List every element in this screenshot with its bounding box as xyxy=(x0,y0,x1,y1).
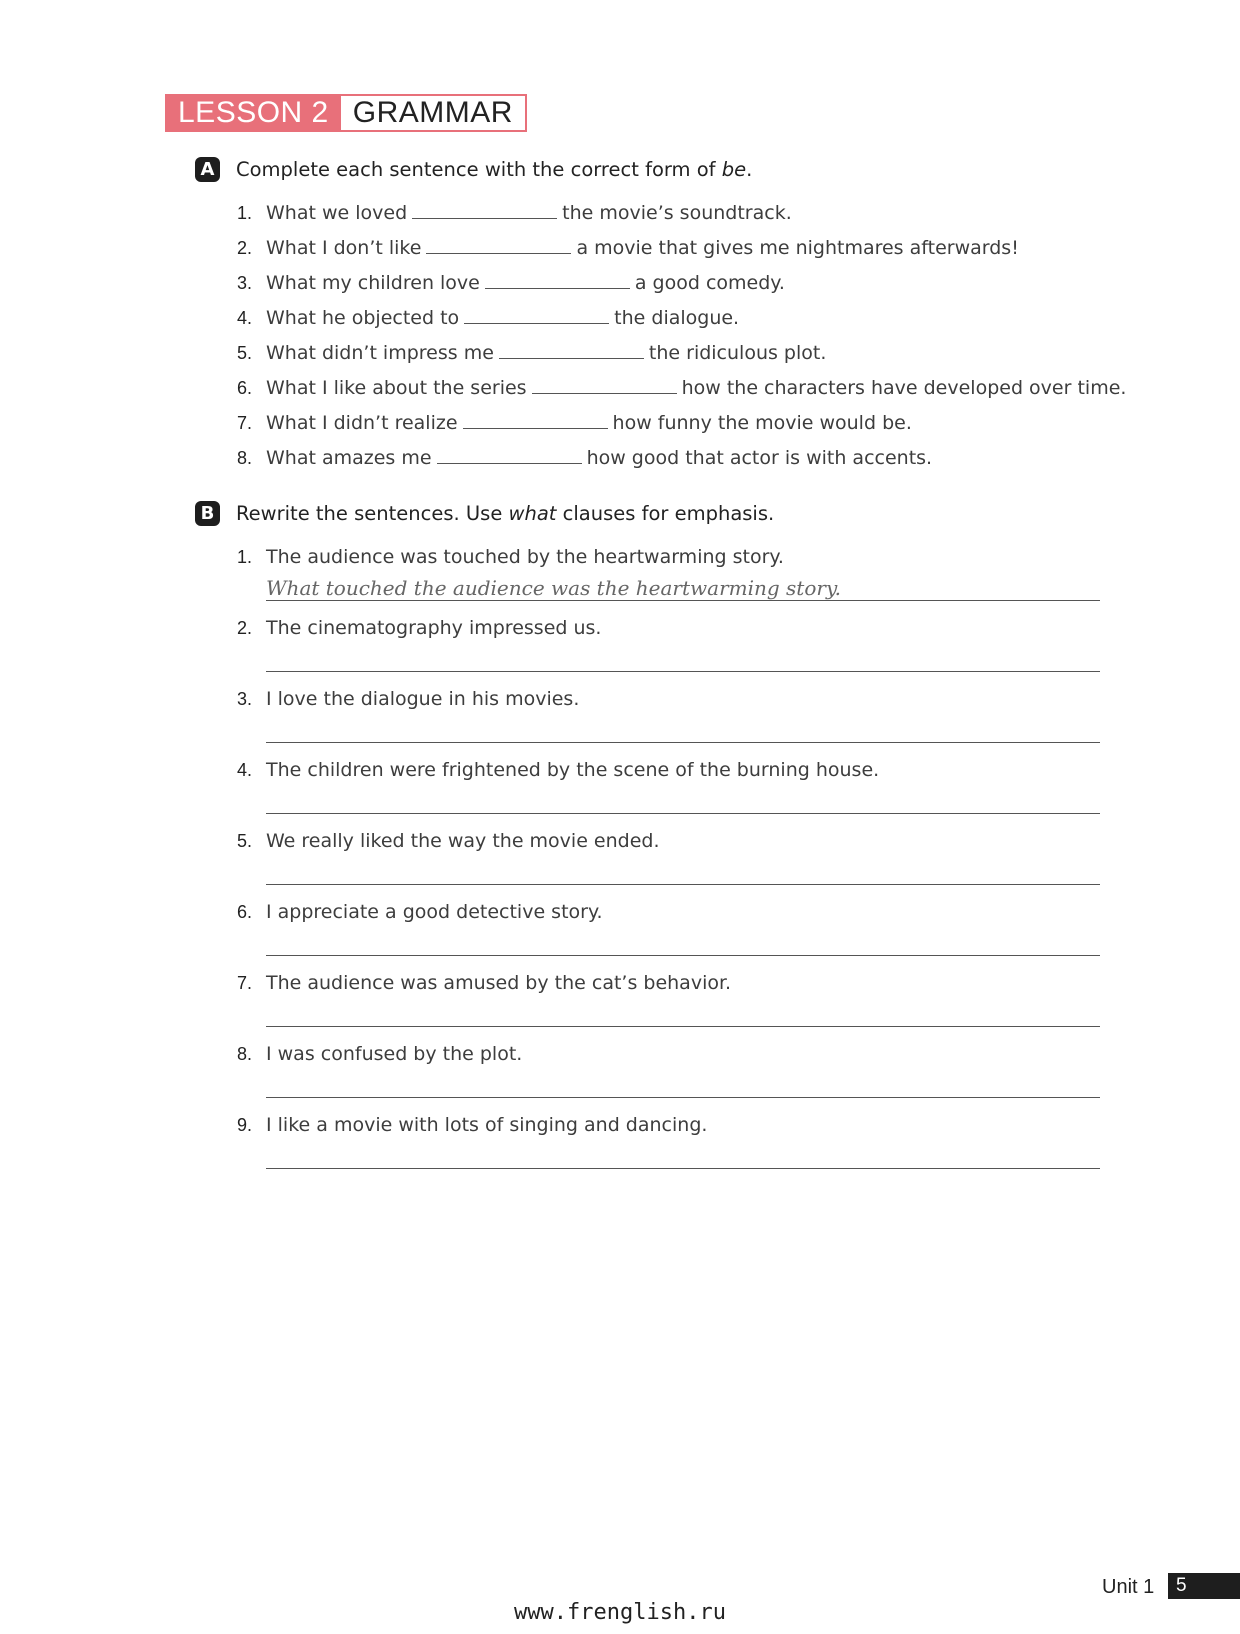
answer-blank[interactable] xyxy=(437,445,582,464)
exercise-a-item: 5. What didn’t impress me the ridiculous plot. xyxy=(237,342,827,364)
lesson-label: LESSON 2 xyxy=(167,96,341,130)
exercise-a-item: 4. What he objected to the dialogue. xyxy=(237,307,740,329)
answer-blank[interactable] xyxy=(412,200,557,219)
example-answer: What touched the audience was the heartwarming story. xyxy=(266,576,841,600)
exercise-a-item: 6. What I like about the series how the characters have developed over time. xyxy=(237,377,1127,399)
exercise-b-item: 5. We really liked the way the movie ended. xyxy=(237,830,660,852)
section-a-badge: A xyxy=(195,157,220,182)
answer-line[interactable] xyxy=(266,1097,1100,1098)
exercise-b-item: 6. I appreciate a good detective story. xyxy=(237,901,603,923)
answer-blank[interactable] xyxy=(499,340,644,359)
exercise-b-item: 2. The cinematography impressed us. xyxy=(237,617,602,639)
answer-line[interactable] xyxy=(266,813,1100,814)
section-b-heading xyxy=(195,501,774,526)
answer-blank[interactable] xyxy=(532,375,677,394)
exercise-a-item: 3. What my children love a good comedy. xyxy=(237,272,785,294)
exercise-a-item: 2. What I don’t like a movie that gives me nightmares afterwards! xyxy=(237,237,1019,259)
exercise-b-item: 7. The audience was amused by the cat’s behavior. xyxy=(237,972,732,994)
answer-line[interactable] xyxy=(266,1168,1100,1169)
answer-blank[interactable] xyxy=(464,305,609,324)
answer-line[interactable] xyxy=(266,600,1100,601)
answer-line[interactable] xyxy=(266,884,1100,885)
answer-blank[interactable] xyxy=(485,270,630,289)
section-b-instruction: Rewrite the sentences. Use what clauses for emphasis. xyxy=(236,502,775,525)
page-number: 5 xyxy=(1168,1573,1240,1599)
exercise-b-item: 1. The audience was touched by the heartwarming story. xyxy=(237,546,784,568)
section-b-badge: B xyxy=(195,501,220,526)
exercise-b-item: 3. I love the dialogue in his movies. xyxy=(237,688,580,710)
exercise-b-item: 4. The children were frightened by the scene of the burning house. xyxy=(237,759,880,781)
answer-blank[interactable] xyxy=(426,235,571,254)
exercise-b-item: 9. I like a movie with lots of singing and dancing. xyxy=(237,1114,708,1136)
section-a-instruction: Complete each sentence with the correct form of be. xyxy=(236,158,753,181)
exercise-b-item: 8. I was confused by the plot. xyxy=(237,1043,523,1065)
answer-blank[interactable] xyxy=(463,410,608,429)
answer-line[interactable] xyxy=(266,1026,1100,1027)
lesson-topic: GRAMMAR xyxy=(341,96,525,130)
section-a-heading xyxy=(195,157,752,182)
answer-line[interactable] xyxy=(266,742,1100,743)
exercise-a-item: 1. What we loved the movie’s soundtrack. xyxy=(237,202,792,224)
answer-line[interactable] xyxy=(266,955,1100,956)
answer-line[interactable] xyxy=(266,671,1100,672)
watermark: www.frenglish.ru xyxy=(514,1600,726,1625)
exercise-a-item: 7. What I didn’t realize how funny the movie would be. xyxy=(237,412,912,434)
lesson-header xyxy=(165,94,527,132)
unit-label: Unit 1 xyxy=(1102,1576,1155,1598)
exercise-a-item: 8. What amazes me how good that actor is with accents. xyxy=(237,447,933,469)
